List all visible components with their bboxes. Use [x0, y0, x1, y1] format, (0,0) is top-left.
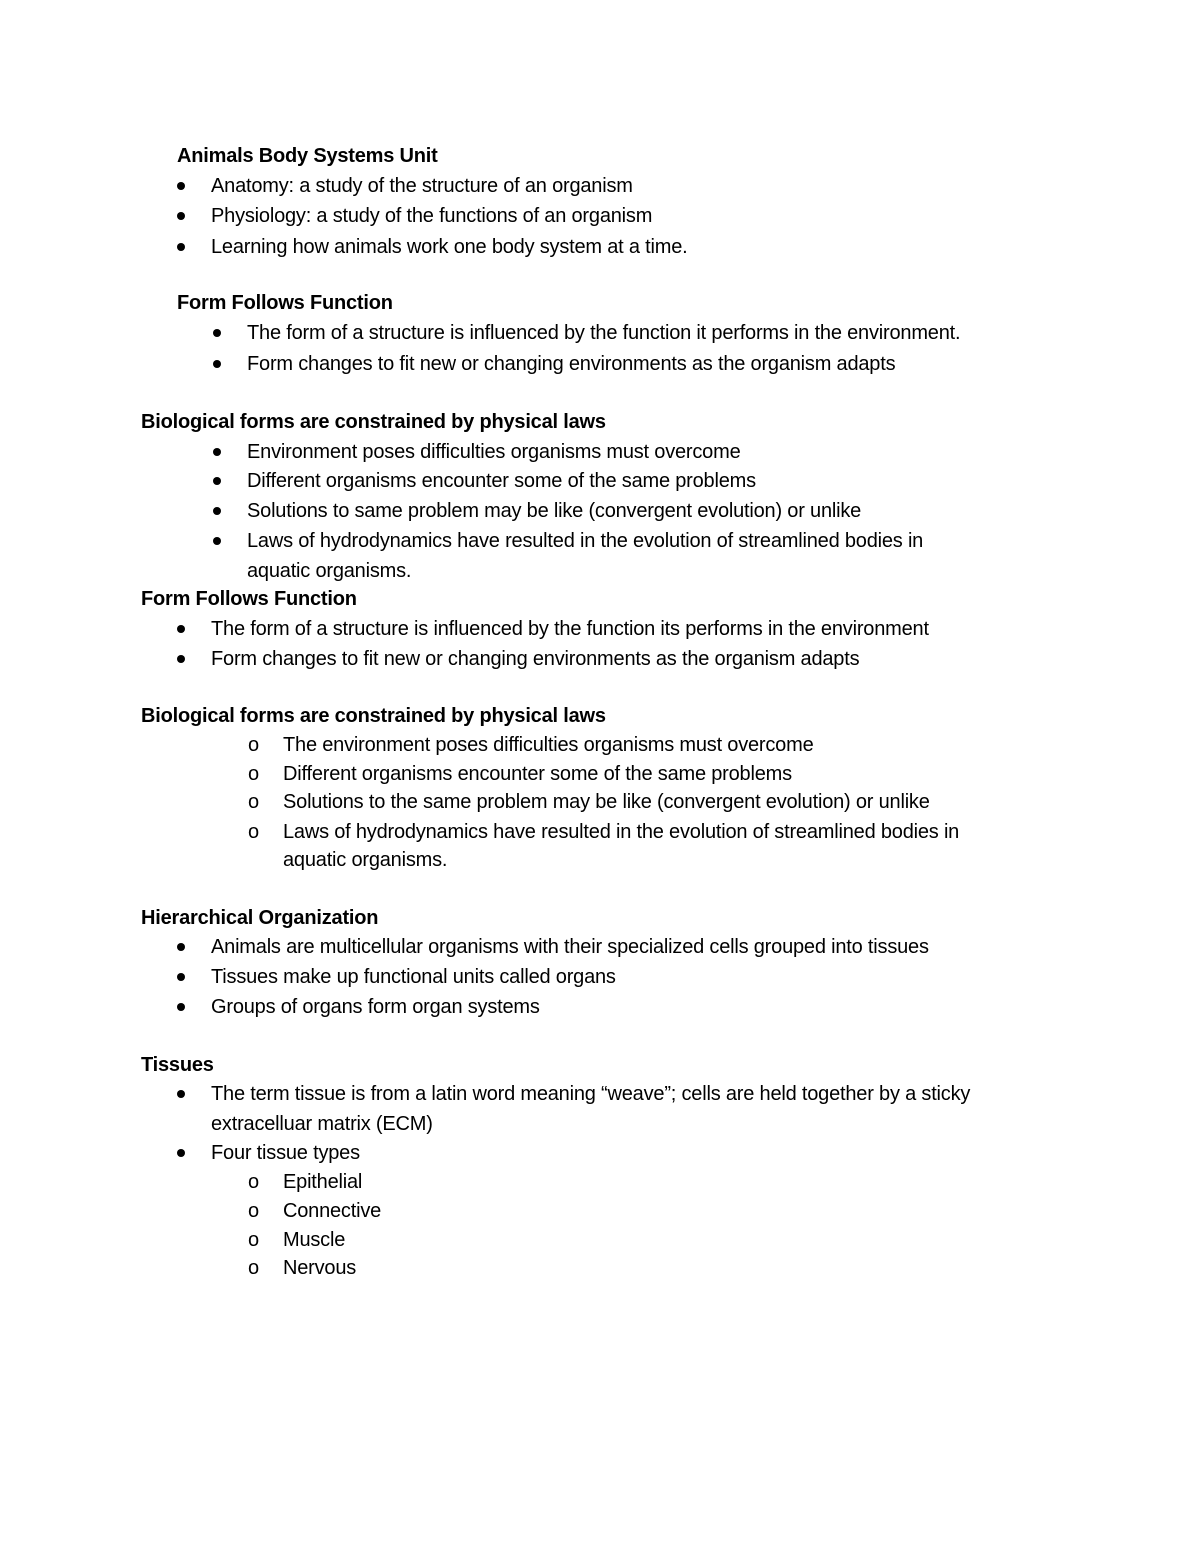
list-item: Solutions to same problem may be like (convergent evolution) or unlike — [247, 500, 862, 522]
heading-tissues: Tissues — [141, 1054, 214, 1076]
list-item: The environment poses difficulties organisms must overcome — [283, 734, 814, 756]
bullet-icon — [177, 973, 185, 981]
list-item: Tissues make up functional units called organs — [211, 966, 616, 988]
list-item-tissue-type: Muscle — [283, 1229, 346, 1251]
bullet-icon — [213, 477, 221, 485]
heading-biological-forms-2: Biological forms are constrained by physical laws — [141, 705, 606, 727]
bullet-icon — [213, 329, 221, 337]
list-item: Learning how animals work one body system at a time. — [211, 236, 688, 258]
list-item-continuation: aquatic organisms. — [283, 849, 448, 871]
bullet-icon — [213, 537, 221, 545]
heading-form-follows-function-2: Form Follows Function — [141, 588, 357, 610]
list-item: Animals are multicellular organisms with their specialized cells grouped into tissues — [211, 936, 929, 958]
list-item: Laws of hydrodynamics have resulted in the evolution of streamlined bodies in — [247, 530, 924, 552]
list-item: Groups of organs form organ systems — [211, 996, 540, 1018]
bullet-icon — [213, 448, 221, 456]
list-item: Solutions to the same problem may be like (convergent evolution) or unlike — [283, 791, 930, 813]
list-item: Anatomy: a study of the structure of an organism — [211, 175, 633, 197]
sub-bullet-icon: o — [248, 734, 260, 756]
sub-bullet-icon: o — [248, 1229, 260, 1251]
bullet-icon — [177, 655, 185, 663]
bullet-icon — [177, 212, 185, 220]
bullet-icon — [177, 1003, 185, 1011]
list-item-tissue-type: Connective — [283, 1200, 382, 1222]
list-item: Physiology: a study of the functions of an organism — [211, 205, 653, 227]
heading-hierarchical-organization: Hierarchical Organization — [141, 907, 379, 929]
sub-bullet-icon: o — [248, 821, 260, 843]
heading-biological-forms: Biological forms are constrained by physical laws — [141, 411, 606, 433]
sub-bullet-icon: o — [248, 1171, 260, 1193]
list-item: Different organisms encounter some of the same problems — [283, 763, 792, 785]
list-item: Environment poses difficulties organisms must overcome — [247, 441, 741, 463]
list-item: The form of a structure is influenced by the function its performs in the environment — [211, 618, 929, 640]
bullet-icon — [177, 625, 185, 633]
list-item-tissue-type: Nervous — [283, 1257, 357, 1279]
heading-form-follows-function: Form Follows Function — [177, 292, 393, 314]
bullet-icon — [177, 1090, 185, 1098]
list-item: Four tissue types — [211, 1142, 360, 1164]
list-item: Form changes to fit new or changing environments as the organism adapts — [247, 353, 896, 375]
list-item: Laws of hydrodynamics have resulted in the evolution of streamlined bodies in — [283, 821, 960, 843]
bullet-icon — [177, 943, 185, 951]
bullet-icon — [177, 243, 185, 251]
list-item-tissue-type: Epithelial — [283, 1171, 363, 1193]
bullet-icon — [177, 1149, 185, 1157]
list-item-continuation: extracelluar matrix (ECM) — [211, 1113, 433, 1135]
sub-bullet-icon: o — [248, 791, 260, 813]
sub-bullet-icon: o — [248, 1200, 260, 1222]
list-item: Form changes to fit new or changing environments as the organism adapts — [211, 648, 860, 670]
sub-bullet-icon: o — [248, 1257, 260, 1279]
list-item: The term tissue is from a latin word meaning “weave”; cells are held together by a sticky — [211, 1083, 971, 1105]
sub-bullet-icon: o — [248, 763, 260, 785]
list-item: The form of a structure is influenced by the function it performs in the environment. — [247, 322, 961, 344]
list-item-continuation: aquatic organisms. — [247, 560, 412, 582]
list-item: Different organisms encounter some of the same problems — [247, 470, 756, 492]
bullet-icon — [213, 360, 221, 368]
bullet-icon — [213, 507, 221, 515]
bullet-icon — [177, 182, 185, 190]
heading-animals-body-systems-unit: Animals Body Systems Unit — [177, 145, 438, 167]
